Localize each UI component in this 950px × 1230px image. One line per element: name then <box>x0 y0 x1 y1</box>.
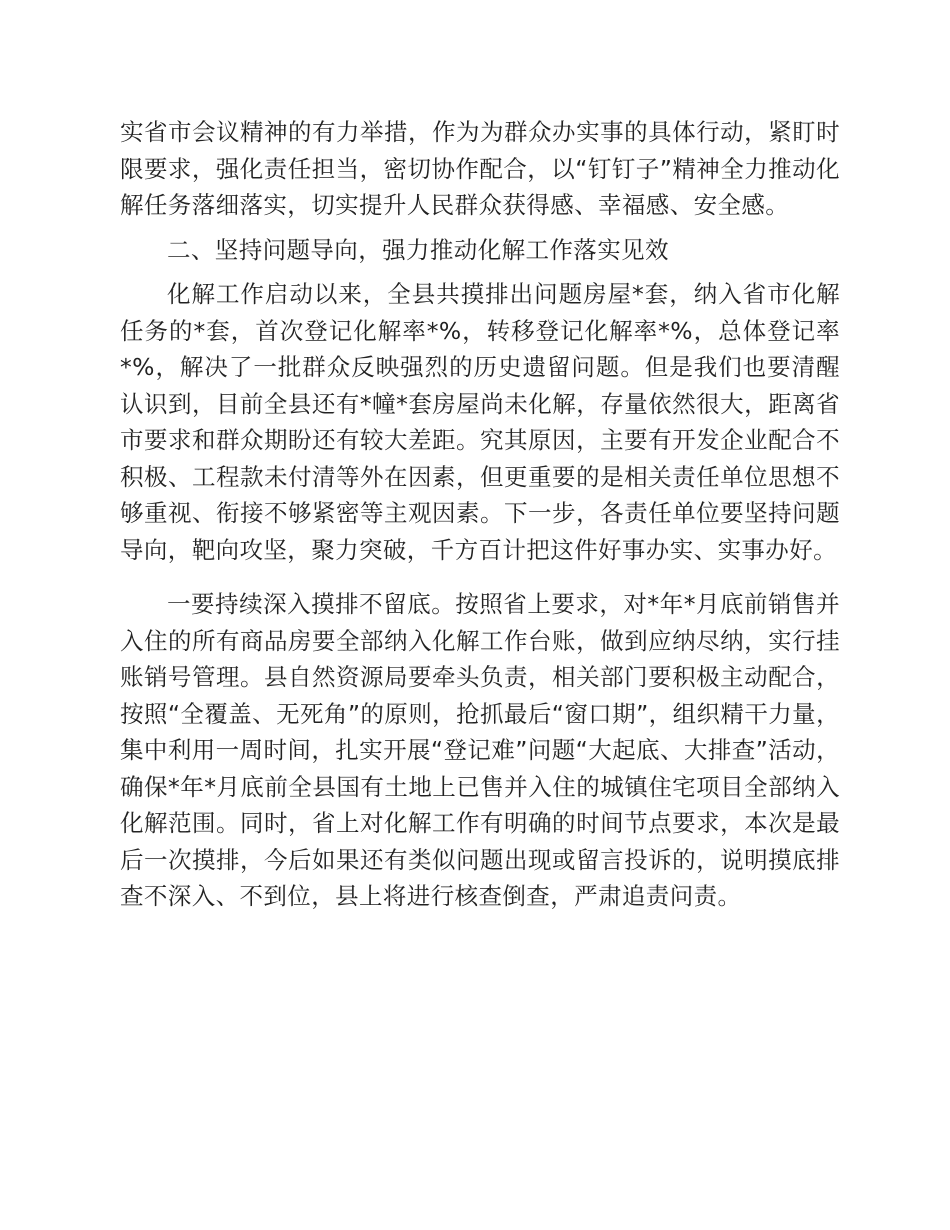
section-heading: 二、坚持问题导向，强力推动化解工作落实见效 <box>167 235 669 264</box>
paragraph-continued: 实省市会议精神的有力举措，作为为群众办实事的具体行动，紧盯时限要求，强化责任担当，密切协作配合，以“钉钉子”精神全力推动化解任务落细落实，切实提升人民群众获得感、幸福感、安全感。 <box>120 118 840 219</box>
paragraph-overview: 化解工作启动以来，全县共摸排出问题房屋*套，纳入省市化解任务的*套，首次登记化解率*%，转移登记化解率*%，总体登记率*%，解决了一批群众反映强烈的历史遗留问题。但是我们也要清醒认识到，目前全县还有*幢*套房屋尚未化解，存量依然很大，距离省市要求和群众期盼还有较大差距。究其原因，主要有开发企业配合不积极、工程款未付清等外在因素，但更重要的是相关责任单位思想不够重视、衔接不够紧密等主观因素。下一步，各责任单位要坚持问题导向，靶向攻坚，聚力突破，千方百计把这件好事办实、实事办好。 <box>120 280 840 564</box>
document-body <box>120 114 840 915</box>
paragraph-task-one: 一要持续深入摸排不留底。按照省上要求，对*年*月底前销售并入住的所有商品房要全部纳入化解工作台账，做到应纳尽纳，实行挂账销号管理。县自然资源局要牵头负责，相关部门要积极主动配合，按照“全覆盖、无死角”的原则，抢抓最后“窗口期”，组织精干力量，集中利用一周时间，扎实开展“登记难”问题“大起底、大排查”活动，确保*年*月底前全县国有土地上已售并入住的城镇住宅项目全部纳入化解范围。同时，省上对化解工作有明确的时间节点要求，本次是最后一次摸排，今后如果还有类似问题出现或留言投诉的，说明摸底排查不深入、不到位，县上将进行核查倒查，严肃追责问责。 <box>120 590 840 910</box>
